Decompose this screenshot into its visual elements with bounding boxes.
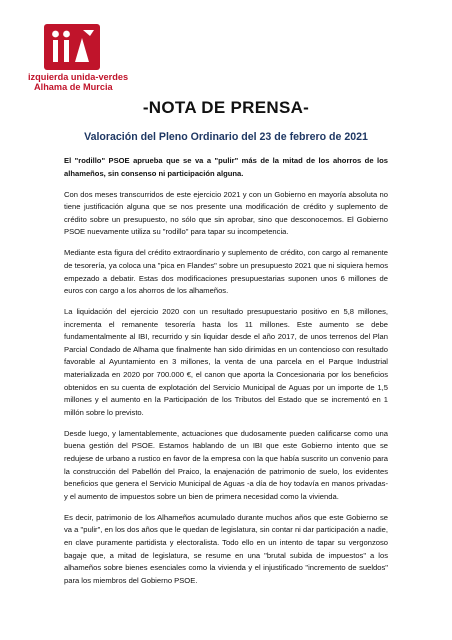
- document-body: [64, 155, 388, 596]
- lead-paragraph: El "rodillo" PSOE aprueba que se va a "pulir" más de la mitad de los ahorros de los alhameños, sin consenso ni participación alguna.: [64, 156, 388, 178]
- body-paragraph: Desde luego, y lamentablemente, actuaciones que dudosamente pueden calificarse como una buena gestión del PSOE. Estamos hablando de un IBI que este Gobierno intento que se redujese de urbano a rustico en favor de la empresa con la que había suscrito un convenio para la construcción del Pabellón del Praico, la enajenación de patrimonio de suelo, los evidentes beneficios que genera el Servicio Municipal de Aguas -a día de hoy todavía en manos privadas- y el aumento de impuestos sobre un bien de primera necesidad como la vivienda.: [64, 428, 388, 501]
- body-paragraph: Es decir, patrimonio de los Alhameños acumulado durante muchos años que este Gobierno se va a "pulir", en los dos años que le quedan de legislatura, sin contar ni dar participación a nadie, en clave puramente partidista y electoralista. Todo ello en un intento de tapar su vergonzoso bagaje que, a mitad de legislatura, se resume en una "brutal subida de impuestos" a los alhameños sobre bienes esenciales como la vivienda y el injustificado "incremento de sueldos" para los miembros del Gobierno PSOE.: [64, 512, 388, 585]
- document-subtitle: Valoración del Pleno Ordinario del 23 de febrero de 2021: [84, 131, 368, 143]
- logo-line-2: Alhama de Murcia: [34, 82, 113, 92]
- logo-line-1: izquierda unida-verdes: [28, 72, 129, 82]
- body-paragraph: Mediante esta figura del crédito extraordinario y suplemento de crédito, con cargo al remanente de tesorería, ya coloca una "pica en Flandes" sobre un presupuesto 2021 que ni siquiera hemos empezado a debatir. Estas dos modificaciones presupuestarias suponen unos 6 millones de euros con cargo a los ahorros de los alhameños.: [64, 248, 388, 296]
- iu-logo-icon: [42, 22, 102, 72]
- body-paragraph: La liquidación del ejercicio 2020 con un resultado presupuestario positivo en 5,8 millones, incrementa el remanente tesorería hasta los 11 millones. Este aumento se debe fundamentalmente al IBI, recurrido y sin liquidar desde el año 2017, de unos terrenos del Plan Parcial Condado de Alhama que finalmente han sido dirimidas en un contencioso con resultado favorable al Ayuntamiento en 3 millones, la venta de una parcela en el Parque Industrial materializada en 2020 por 700.000 €, el canon que aporta la Concesionaria por los beneficios obtenidos en su cuenta de explotación del Servicio Municipal de Aguas por un importe de 1,5 millones y el aumento en la Participación de los Tributos del Estado que se incrementó en 1 millón sobre lo previsto.: [64, 307, 388, 417]
- document-title: -NOTA DE PRENSA-: [142, 98, 310, 117]
- logo: [28, 22, 129, 92]
- body-paragraph: Con dos meses transcurridos de este ejercicio 2021 y con un Gobierno en mayoría absoluta no tiene justificación alguna que se nos presente una modificación de crédito y suplemento de crédito sobre un presupuesto, no sólo que sin aprobar, sino que desconocemos. El Gobierno PSOE nuevamente utiliza su "rodillo" para tapar su incompetencia.: [64, 189, 388, 237]
